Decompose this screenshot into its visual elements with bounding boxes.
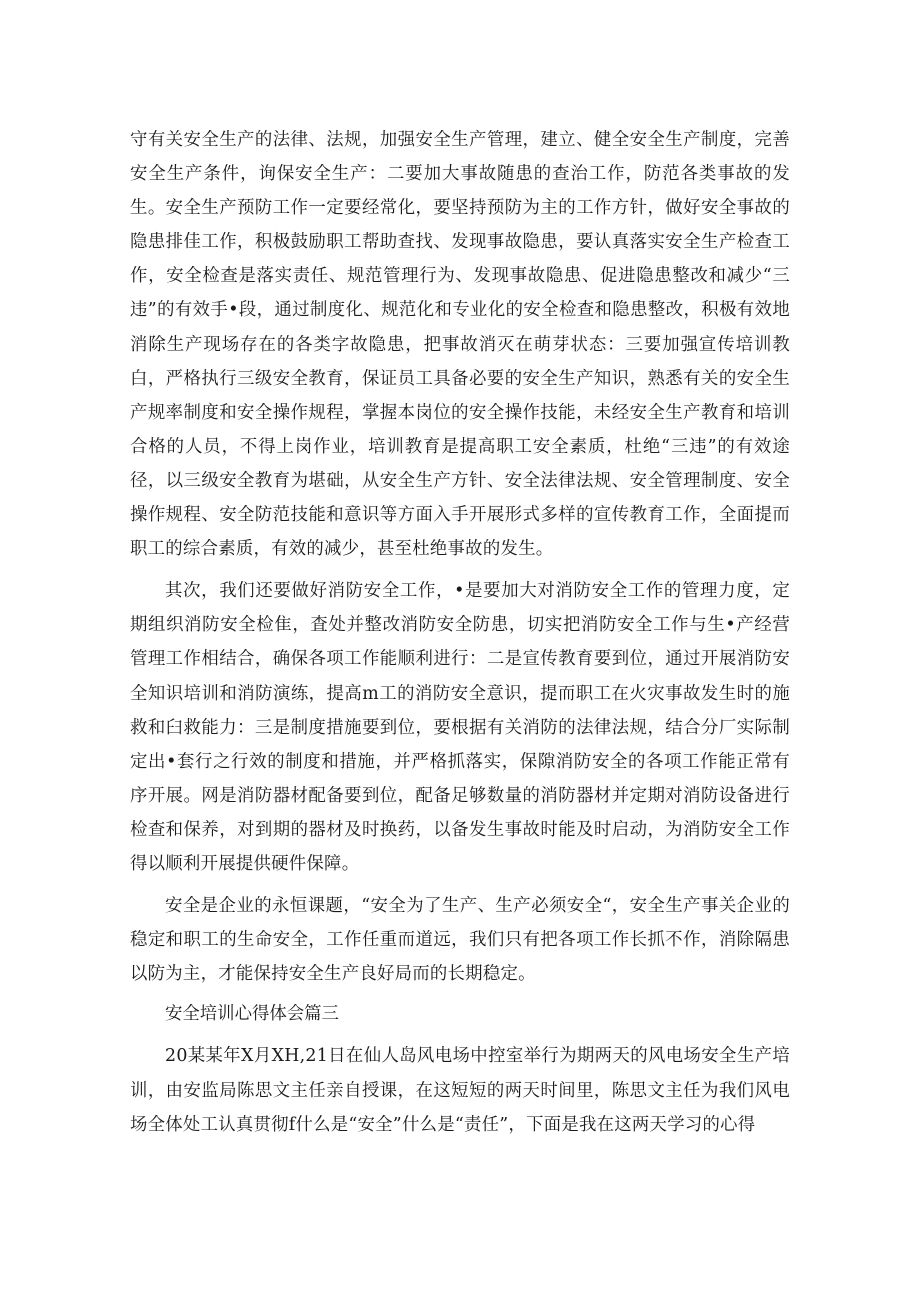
paragraph-safety-measures: 守有关安全生产的法律、法规，加强安全生产管理，建立、健全安全生产制度，完善安全生产条件，询保安全生产：二要加大事故随患的查治工作，防范各类事故的发生。安全生产预防工作一定要经常化，要坚持预防为主的工作方针，做好安全事故的隐患排佳工作，积极鼓励职工帮助查找、发现事故隐患，要认真落实安全生产检查工作，安全检查是落实责任、规范管理行为、发现事故隐患、促进隐患整改和减少“三违”的有效手•段，通过制度化、规范化和专业化的安全检查和隐患整改，积极有效地消除生产现场存在的各类字故隐患，把事故消灭在萌芽状态：三要加强宣传培训教白，严格执行三级安全教育，保证员工具备必要的安全生产知识，熟悉有关的安全生产规率制度和安全操作规程，掌握本岗位的安全操作技能，未经安全生产教育和培训合格的人员，不得上岗作业，培训教育是提高职工安全素质，杜绝“三违”的有效途径，以三级安全教育为堪础，从安全生产方针、安全法律法规、安全管理制度、安全操作规程、安全防范技能和意识等方面入手开展形式多样的宣传教育工作，全面提而职工的综合素质，有效的减少，甚至杜绝事故的发生。 xyxy=(130,130,790,560)
paragraph-training-intro: 20某某年X月XH,21日在仙人岛风电场中控室举行为期两天的风电场安全生产培训，由安监局陈思文主任亲自授课，在这短短的两天时间里，陈思文主任为我们风电场全体处工认真贯彻f什么是“安全”什么是“责任”，下面是我在这两天学习的心得 xyxy=(130,1046,790,1135)
paragraph-fire-safety: 其次，我们还要做好消防安全工作，•是要加大对消防安全工作的管理力度，定期组织消防安全检隹，査处并整改消防安全防患，切实把消防安全工作与生•产经营管理工作相结合，确保各项工作能顺利进行：二是宣传教育要到位，通过开展消防安全知识培训和消防演练，提高m工的消防安全意识，提而职工在火灾事故发生时的施救和臼救能力：三是制度措施要到位，要根据有关消防的法律法规，结合分厂实际制定出•套行之行效的制度和措施，并严格抓落实，保隙消防安全的各项工作能正常有序开展。网是消防器材配备要到位，配备足够数量的消防器材并定期对消防设备进行检查和保养，对到期的器材及时换药，以备发生事故时能及时启动，为消防安全工作得以顺利开展提供硬件保障。 xyxy=(130,581,790,874)
paragraph-safety-conclusion: 安全是企业的永恒课题，“安全为了生产、生产必须安全“，安全生产事关企业的稳定和职工的生命安全，工作任重而道远，我们只有把各项工作长抓不作，消除隔患以防为主，才能保持安全生产良好局而的长期稳定。 xyxy=(130,896,790,985)
section-heading: 安全培训心得体会篇三 xyxy=(165,1004,339,1025)
document-page xyxy=(130,123,790,1142)
